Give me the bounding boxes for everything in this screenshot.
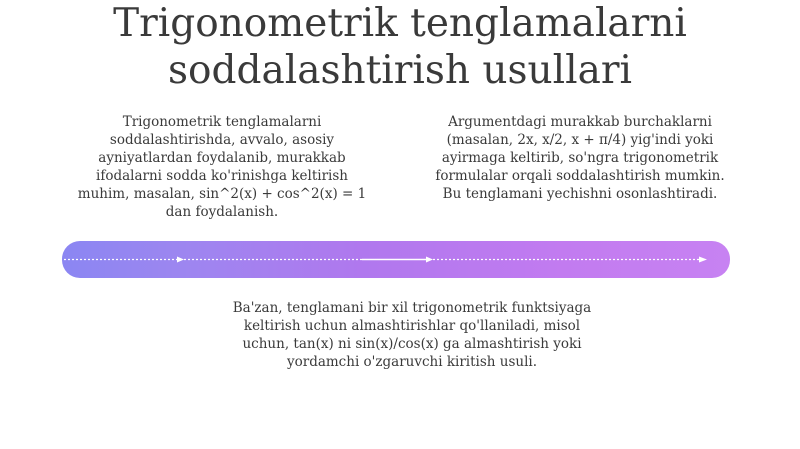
page-title: Trigonometrik tenglamalarni soddalashtirish usullari (113, 1, 687, 93)
arrow-head-3-icon (699, 257, 707, 263)
arrow-head-1-icon (177, 257, 184, 263)
paragraph-left: Trigonometrik tenglamalarni soddalashtirishda, avvalo, asosiy ayniyatlardan foydalanib, murakkab ifodalarni sodda ko'rinishga keltirish muhim, masalan, sin^2(x) + cos^2(x) = 1 dan foydalanish. (77, 114, 367, 220)
paragraph-bottom: Ba'zan, tenglamani bir xil trigonometrik funktsiyaga keltirish uchun almashtirishlar qo'llaniladi, misol uchun, tan(x) ni sin(x)/cos(x) ga almashtirish yoki yordamchi o'zgaruvchi kiritish usuli. (232, 300, 592, 370)
progress-arrow-bar (62, 241, 730, 278)
paragraph-right: Argumentdagi murakkab burchaklarni (masalan, 2x, x/2, x + π/4) yig'indi yoki ayirmaga keltirib, so'ngra trigonometrik formulalar orqali soddalashtirish mumkin. Bu tenglamani yechishni osonlashtiradi. (435, 114, 725, 202)
arrow-head-2-icon (426, 257, 433, 263)
arrow-line-graphic (62, 241, 730, 278)
